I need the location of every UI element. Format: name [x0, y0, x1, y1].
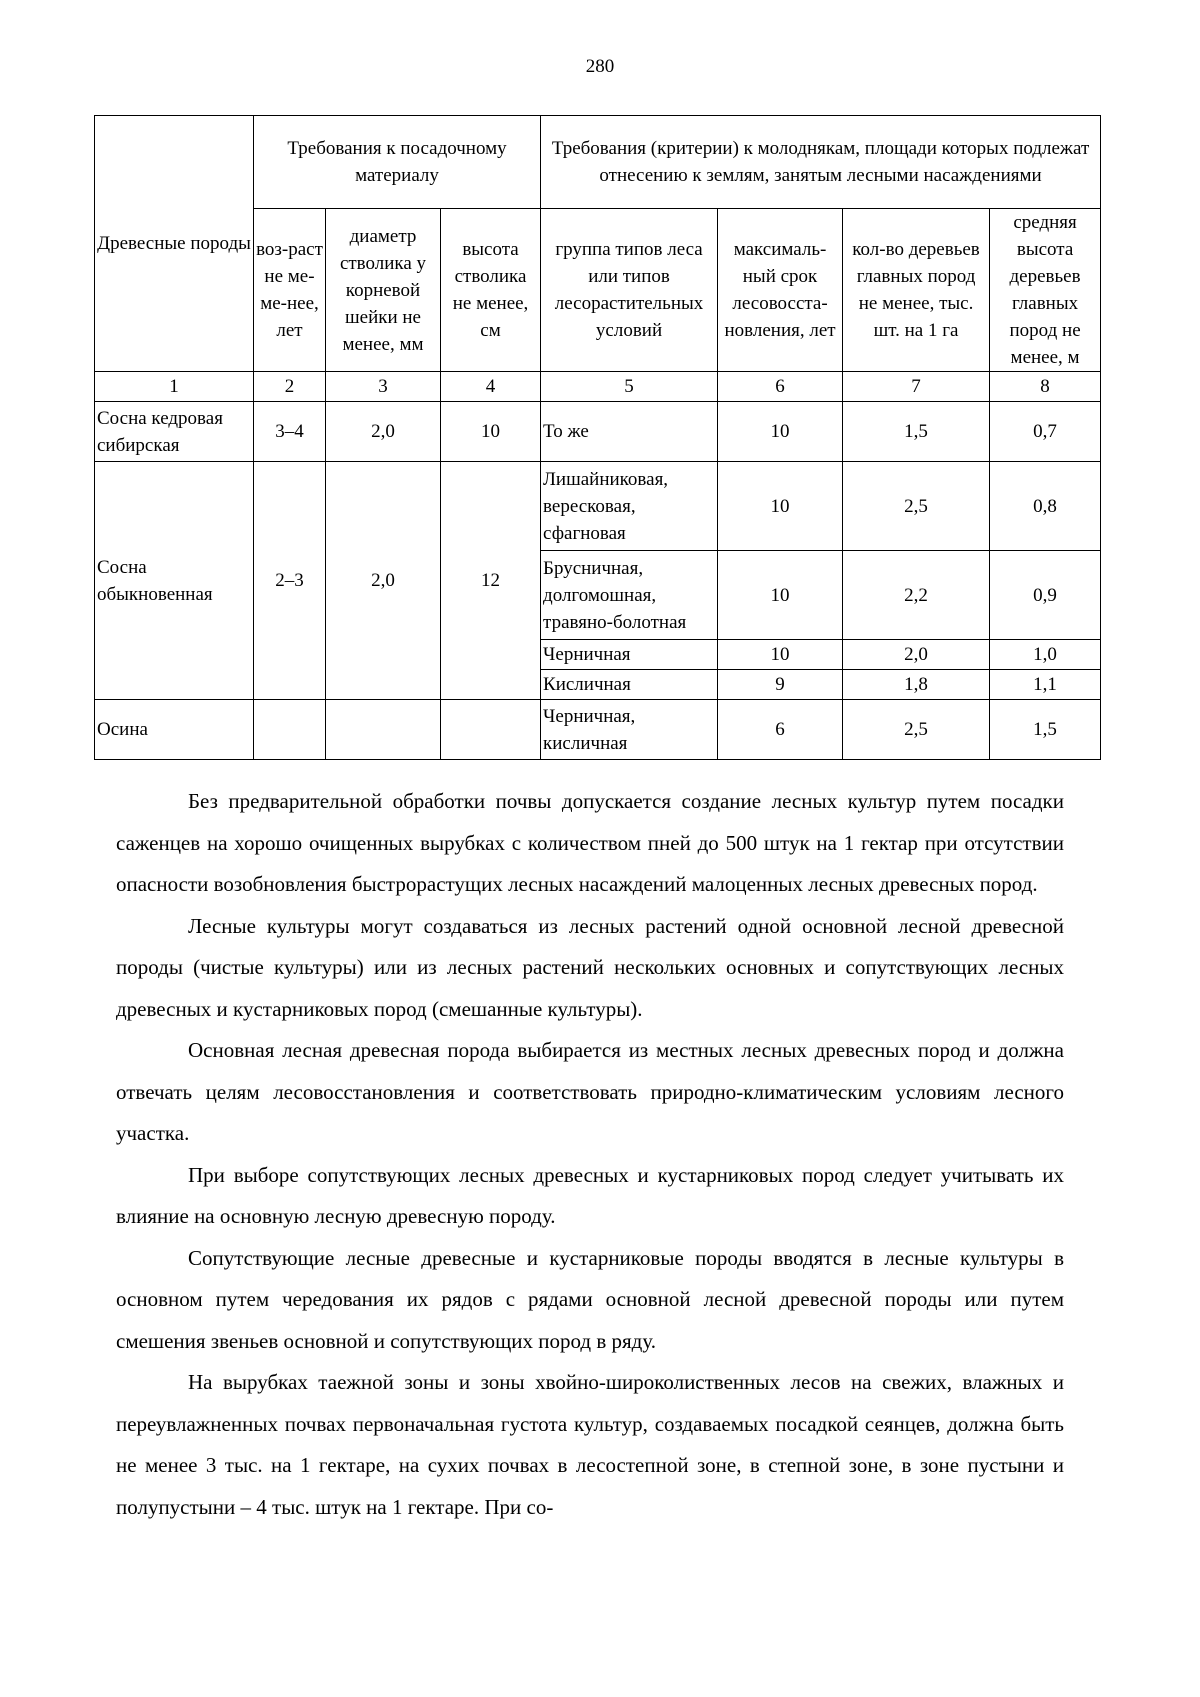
paragraph: Сопутствующие лесные древесные и кустарниковые породы вводятся в лесные культуры в основном путем чередования их рядов с рядами основной лесной древесной породы или путем смешения звеньев основной и сопутствующих пород в ряду. — [116, 1245, 1064, 1353]
column-number: 1 — [95, 372, 254, 402]
count-cell: 1,8 — [843, 670, 990, 700]
avg-height-cell: 1,0 — [990, 640, 1101, 670]
column-numbers-row — [95, 372, 1101, 402]
table-row — [95, 462, 1101, 551]
height-cell: 10 — [441, 402, 541, 462]
diameter-cell: 2,0 — [326, 402, 441, 462]
header-height: высота стволика не менее, см — [441, 209, 541, 372]
header-species: Древесные породы — [95, 116, 254, 372]
header-age: воз-раст не ме-ме-нее, лет — [254, 209, 326, 372]
count-cell: 2,5 — [843, 462, 990, 551]
species-cell: Осина — [95, 700, 254, 760]
paragraph: Лесные культуры могут создаваться из лесных растений одной основной лесной древесной породы (чистые культуры) или из лесных растений нескольких основных и сопутствующих лесных древесных и кустарниковых пород (смешанные культуры). — [116, 913, 1064, 1021]
species-cell: Сосна обыкновенная — [95, 462, 254, 700]
height-cell: 12 — [441, 462, 541, 700]
term-cell: 9 — [718, 670, 843, 700]
forest-type-cell: Лишайниковая, вересковая, сфагновая — [541, 462, 718, 551]
age-cell: 3–4 — [254, 402, 326, 462]
column-number: 5 — [541, 372, 718, 402]
header-diameter: диаметр стволика у корневой шейки не менее, мм — [326, 209, 441, 372]
height-cell — [441, 700, 541, 760]
count-cell: 2,2 — [843, 551, 990, 640]
column-number: 8 — [990, 372, 1101, 402]
column-number: 4 — [441, 372, 541, 402]
species-cell: Сосна кедровая сибирская — [95, 402, 254, 462]
forest-type-cell: Черничная — [541, 640, 718, 670]
diameter-cell — [326, 700, 441, 760]
term-cell: 6 — [718, 700, 843, 760]
avg-height-cell: 1,1 — [990, 670, 1101, 700]
page-number: 280 — [585, 56, 615, 77]
diameter-cell: 2,0 — [326, 462, 441, 700]
column-number: 3 — [326, 372, 441, 402]
avg-height-cell: 1,5 — [990, 700, 1101, 760]
age-cell — [254, 700, 326, 760]
header-young-stands: Требования (критерии) к молоднякам, площади которых подлежат отнесению к землям, занятым лесными насаждениями — [541, 116, 1101, 209]
header-forest-type: группа типов леса или типов лесорастительных условий — [541, 209, 718, 372]
requirements-table — [94, 115, 1101, 760]
term-cell: 10 — [718, 402, 843, 462]
paragraph: На вырубках таежной зоны и зоны хвойно-широколиственных лесов на свежих, влажных и переувлажненных почвах первоначальная густота культур, создаваемых посадкой сеянцев, должна быть не менее 3 тыс. на 1 гектаре, на сухих почвах в лесостепной зоне, в степной зоне, в зоне пустыни и полупустыни – 4 тыс. штук на 1 гектаре. При со- — [116, 1370, 1064, 1519]
body-text — [116, 781, 1064, 1528]
column-number: 7 — [843, 372, 990, 402]
count-cell: 1,5 — [843, 402, 990, 462]
column-number: 2 — [254, 372, 326, 402]
header-max-term: максималь-ный срок лесовосста-новления, лет — [718, 209, 843, 372]
forest-type-cell: Брусничная, долгомошная, травяно-болотная — [541, 551, 718, 640]
count-cell: 2,0 — [843, 640, 990, 670]
table-row — [95, 700, 1101, 760]
count-cell: 2,5 — [843, 700, 990, 760]
forest-type-cell: То же — [541, 402, 718, 462]
term-cell: 10 — [718, 462, 843, 551]
header-planting-material: Требования к посадочному материалу — [254, 116, 541, 209]
forest-type-cell: Черничная, кисличная — [541, 700, 718, 760]
term-cell: 10 — [718, 551, 843, 640]
term-cell: 10 — [718, 640, 843, 670]
avg-height-cell: 0,9 — [990, 551, 1101, 640]
age-cell: 2–3 — [254, 462, 326, 700]
column-number: 6 — [718, 372, 843, 402]
table-row — [95, 402, 1101, 462]
paragraph: При выборе сопутствующих лесных древесных и кустарниковых пород следует учитывать их влияние на основную лесную древесную породу. — [116, 1162, 1064, 1228]
paragraph: Без предварительной обработки почвы допускается создание лесных культур путем посадки саженцев на хорошо очищенных вырубках с количеством пней до 500 штук на 1 гектар при отсутствии опасности возобновления быстрорастущих лесных насаждений малоценных лесных древесных пород. — [116, 789, 1064, 896]
forest-type-cell: Кисличная — [541, 670, 718, 700]
avg-height-cell: 0,7 — [990, 402, 1101, 462]
paragraph: Основная лесная древесная порода выбирается из местных лесных древесных пород и должна отвечать целям лесовосстановления и соответствовать природно-климатическим условиям лесного участка. — [116, 1038, 1064, 1145]
header-avg-height: средняя высота деревьев главных пород не менее, м — [990, 209, 1101, 372]
avg-height-cell: 0,8 — [990, 462, 1101, 551]
header-tree-count: кол-во деревьев главных пород не менее, тыс. шт. на 1 га — [843, 209, 990, 372]
